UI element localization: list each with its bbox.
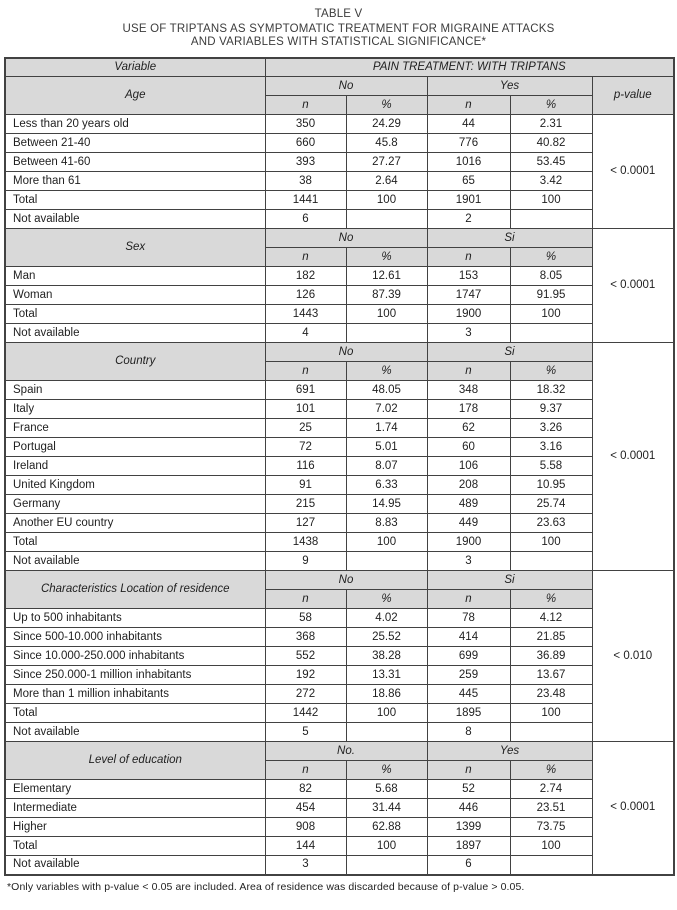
cell-value: 1443 bbox=[265, 305, 346, 324]
section-header-row bbox=[5, 571, 674, 590]
cell-value: 4.12 bbox=[510, 609, 592, 628]
p-value: < 0.010 bbox=[592, 571, 674, 742]
cell-value: 691 bbox=[265, 381, 346, 400]
row-label: Not available bbox=[5, 856, 265, 875]
cell-value: 58 bbox=[265, 609, 346, 628]
cell-value: 6 bbox=[265, 210, 346, 229]
cell-value: 10.95 bbox=[510, 476, 592, 495]
subcolumn-header: n bbox=[265, 248, 346, 267]
row-label: Higher bbox=[5, 818, 265, 837]
table-row bbox=[5, 780, 674, 799]
section-name: Characteristics Location of residence bbox=[5, 571, 265, 609]
subcolumn-header: % bbox=[510, 761, 592, 780]
cell-value: 348 bbox=[427, 381, 510, 400]
cell-value: 40.82 bbox=[510, 134, 592, 153]
table-row bbox=[5, 419, 674, 438]
cell-value: 414 bbox=[427, 628, 510, 647]
cell-value: 73.75 bbox=[510, 818, 592, 837]
cell-value: 350 bbox=[265, 115, 346, 134]
row-label: Not available bbox=[5, 324, 265, 343]
cell-value bbox=[510, 723, 592, 742]
section-header-row bbox=[5, 77, 674, 96]
table-row bbox=[5, 647, 674, 666]
table-row bbox=[5, 267, 674, 286]
subcolumn-header: % bbox=[510, 590, 592, 609]
cell-value: 2 bbox=[427, 210, 510, 229]
table-row bbox=[5, 799, 674, 818]
cell-value: 100 bbox=[510, 837, 592, 856]
cell-value: 36.89 bbox=[510, 647, 592, 666]
table-row bbox=[5, 818, 674, 837]
table-row bbox=[5, 837, 674, 856]
cell-value: 8 bbox=[427, 723, 510, 742]
cell-value: 1900 bbox=[427, 533, 510, 552]
table-body bbox=[5, 58, 674, 875]
cell-value: 106 bbox=[427, 457, 510, 476]
cell-value: 31.44 bbox=[346, 799, 427, 818]
row-label: Intermediate bbox=[5, 799, 265, 818]
cell-value: 368 bbox=[265, 628, 346, 647]
row-label: Since 10.000-250.000 inhabitants bbox=[5, 647, 265, 666]
cell-value: 776 bbox=[427, 134, 510, 153]
row-label: Man bbox=[5, 267, 265, 286]
row-label: France bbox=[5, 419, 265, 438]
table-title-block bbox=[4, 6, 673, 57]
cell-value: 27.27 bbox=[346, 153, 427, 172]
subcolumn-header: n bbox=[427, 590, 510, 609]
cell-value: 4 bbox=[265, 324, 346, 343]
cell-value: 393 bbox=[265, 153, 346, 172]
row-label: Up to 500 inhabitants bbox=[5, 609, 265, 628]
section-header-row bbox=[5, 229, 674, 248]
cell-value: 1747 bbox=[427, 286, 510, 305]
cell-value: 38 bbox=[265, 172, 346, 191]
cell-value: 1901 bbox=[427, 191, 510, 210]
table-row bbox=[5, 457, 674, 476]
table-row bbox=[5, 476, 674, 495]
table-row bbox=[5, 856, 674, 875]
cell-value: 44 bbox=[427, 115, 510, 134]
row-label: United Kingdom bbox=[5, 476, 265, 495]
table-row bbox=[5, 514, 674, 533]
table-row bbox=[5, 400, 674, 419]
cell-value: 100 bbox=[510, 305, 592, 324]
variable-column-header: Variable bbox=[5, 58, 265, 77]
treatment-header: PAIN TREATMENT: WITH TRIPTANS bbox=[265, 58, 674, 77]
cell-value: 6 bbox=[427, 856, 510, 875]
table-row bbox=[5, 704, 674, 723]
cell-value: 25.74 bbox=[510, 495, 592, 514]
yes-column-label: Si bbox=[427, 343, 592, 362]
row-label: Between 21-40 bbox=[5, 134, 265, 153]
cell-value: 660 bbox=[265, 134, 346, 153]
cell-value: 52 bbox=[427, 780, 510, 799]
table-row bbox=[5, 685, 674, 704]
table-number: TABLE V bbox=[314, 8, 363, 20]
cell-value bbox=[346, 856, 427, 875]
table-row bbox=[5, 172, 674, 191]
row-label: Italy bbox=[5, 400, 265, 419]
p-value: < 0.0001 bbox=[592, 115, 674, 229]
cell-value: 2.31 bbox=[510, 115, 592, 134]
table-row bbox=[5, 191, 674, 210]
row-label: Another EU country bbox=[5, 514, 265, 533]
cell-value: 9.37 bbox=[510, 400, 592, 419]
cell-value: 446 bbox=[427, 799, 510, 818]
cell-value: 72 bbox=[265, 438, 346, 457]
row-label: Portugal bbox=[5, 438, 265, 457]
table-caption-line1: USE OF TRIPTANS AS SYMPTOMATIC TREATMENT FOR MIGRAINE ATTACKS bbox=[122, 22, 555, 35]
subcolumn-header: n bbox=[265, 761, 346, 780]
p-value: < 0.0001 bbox=[592, 343, 674, 571]
cell-value: 3 bbox=[265, 856, 346, 875]
no-column-label: No bbox=[265, 343, 427, 362]
cell-value bbox=[346, 723, 427, 742]
cell-value: 4.02 bbox=[346, 609, 427, 628]
cell-value: 91 bbox=[265, 476, 346, 495]
row-label: More than 1 million inhabitants bbox=[5, 685, 265, 704]
yes-column-label: Yes bbox=[427, 77, 592, 96]
row-label: Between 41-60 bbox=[5, 153, 265, 172]
cell-value: 5 bbox=[265, 723, 346, 742]
row-label: Total bbox=[5, 837, 265, 856]
cell-value: 552 bbox=[265, 647, 346, 666]
table-caption-line2: AND VARIABLES WITH STATISTICAL SIGNIFICANCE* bbox=[190, 36, 487, 48]
cell-value: 208 bbox=[427, 476, 510, 495]
row-label: Spain bbox=[5, 381, 265, 400]
cell-value: 908 bbox=[265, 818, 346, 837]
cell-value: 100 bbox=[510, 191, 592, 210]
table-row bbox=[5, 628, 674, 647]
cell-value: 116 bbox=[265, 457, 346, 476]
row-label: Total bbox=[5, 191, 265, 210]
cell-value: 23.51 bbox=[510, 799, 592, 818]
cell-value: 126 bbox=[265, 286, 346, 305]
cell-value bbox=[510, 856, 592, 875]
table-row bbox=[5, 552, 674, 571]
cell-value: 3.16 bbox=[510, 438, 592, 457]
cell-value: 5.01 bbox=[346, 438, 427, 457]
cell-value: 272 bbox=[265, 685, 346, 704]
row-label: Less than 20 years old bbox=[5, 115, 265, 134]
no-column-label: No. bbox=[265, 742, 427, 761]
cell-value: 100 bbox=[346, 837, 427, 856]
cell-value: 25 bbox=[265, 419, 346, 438]
cell-value: 2.64 bbox=[346, 172, 427, 191]
row-label: Ireland bbox=[5, 457, 265, 476]
cell-value: 3.42 bbox=[510, 172, 592, 191]
yes-column-label: Si bbox=[427, 229, 592, 248]
cell-value: 9 bbox=[265, 552, 346, 571]
cell-value: 5.68 bbox=[346, 780, 427, 799]
cell-value: 87.39 bbox=[346, 286, 427, 305]
cell-value: 153 bbox=[427, 267, 510, 286]
table-row bbox=[5, 533, 674, 552]
cell-value: 25.52 bbox=[346, 628, 427, 647]
cell-value bbox=[346, 324, 427, 343]
table-row bbox=[5, 305, 674, 324]
no-column-label: No bbox=[265, 77, 427, 96]
section-name: Country bbox=[5, 343, 265, 381]
cell-value: 144 bbox=[265, 837, 346, 856]
cell-value: 23.63 bbox=[510, 514, 592, 533]
row-label: Not available bbox=[5, 723, 265, 742]
cell-value: 489 bbox=[427, 495, 510, 514]
cell-value: 100 bbox=[346, 533, 427, 552]
cell-value: 60 bbox=[427, 438, 510, 457]
row-label: Elementary bbox=[5, 780, 265, 799]
cell-value: 21.85 bbox=[510, 628, 592, 647]
table-row bbox=[5, 134, 674, 153]
cell-value: 53.45 bbox=[510, 153, 592, 172]
subcolumn-header: % bbox=[510, 362, 592, 381]
section-name: Sex bbox=[5, 229, 265, 267]
row-label: Not available bbox=[5, 210, 265, 229]
cell-value: 182 bbox=[265, 267, 346, 286]
cell-value: 449 bbox=[427, 514, 510, 533]
cell-value: 8.07 bbox=[346, 457, 427, 476]
cell-value bbox=[510, 324, 592, 343]
cell-value: 3 bbox=[427, 324, 510, 343]
row-label: Total bbox=[5, 533, 265, 552]
cell-value: 1897 bbox=[427, 837, 510, 856]
table-row bbox=[5, 286, 674, 305]
cell-value: 445 bbox=[427, 685, 510, 704]
table-header-row bbox=[5, 58, 674, 77]
row-label: Total bbox=[5, 305, 265, 324]
cell-value: 3.26 bbox=[510, 419, 592, 438]
subcolumn-header: % bbox=[346, 590, 427, 609]
row-label: Total bbox=[5, 704, 265, 723]
table-row bbox=[5, 495, 674, 514]
subcolumn-header: % bbox=[510, 96, 592, 115]
cell-value: 13.67 bbox=[510, 666, 592, 685]
cell-value: 13.31 bbox=[346, 666, 427, 685]
cell-value: 24.29 bbox=[346, 115, 427, 134]
cell-value: 82 bbox=[265, 780, 346, 799]
cell-value: 100 bbox=[346, 704, 427, 723]
cell-value: 12.61 bbox=[346, 267, 427, 286]
p-value: < 0.0001 bbox=[592, 229, 674, 343]
row-label: Since 250.000-1 million inhabitants bbox=[5, 666, 265, 685]
cell-value: 18.86 bbox=[346, 685, 427, 704]
subcolumn-header: % bbox=[346, 761, 427, 780]
pvalue-column-header: p-value bbox=[592, 77, 674, 115]
cell-value: 2.74 bbox=[510, 780, 592, 799]
subcolumn-header: n bbox=[427, 362, 510, 381]
cell-value: 1895 bbox=[427, 704, 510, 723]
subcolumn-header: n bbox=[265, 96, 346, 115]
cell-value: 699 bbox=[427, 647, 510, 666]
cell-value bbox=[510, 552, 592, 571]
cell-value: 1438 bbox=[265, 533, 346, 552]
cell-value: 3 bbox=[427, 552, 510, 571]
cell-value: 14.95 bbox=[346, 495, 427, 514]
cell-value: 6.33 bbox=[346, 476, 427, 495]
subcolumn-header: % bbox=[346, 248, 427, 267]
cell-value: 8.83 bbox=[346, 514, 427, 533]
cell-value: 100 bbox=[346, 191, 427, 210]
section-header-row bbox=[5, 343, 674, 362]
cell-value: 1900 bbox=[427, 305, 510, 324]
row-label: Not available bbox=[5, 552, 265, 571]
cell-value: 78 bbox=[427, 609, 510, 628]
cell-value: 62 bbox=[427, 419, 510, 438]
p-value: < 0.0001 bbox=[592, 742, 674, 875]
cell-value: 1.74 bbox=[346, 419, 427, 438]
cell-value: 38.28 bbox=[346, 647, 427, 666]
cell-value: 192 bbox=[265, 666, 346, 685]
subcolumn-header: n bbox=[427, 248, 510, 267]
table-row bbox=[5, 115, 674, 134]
footnote: *Only variables with p-value < 0.05 are included. Area of residence was discarded because of p-value > 0.05. bbox=[7, 880, 525, 893]
no-column-label: No bbox=[265, 571, 427, 590]
table-row bbox=[5, 609, 674, 628]
table-row bbox=[5, 666, 674, 685]
subcolumn-header: n bbox=[427, 761, 510, 780]
cell-value: 8.05 bbox=[510, 267, 592, 286]
cell-value: 101 bbox=[265, 400, 346, 419]
row-label: Germany bbox=[5, 495, 265, 514]
section-header-row bbox=[5, 742, 674, 761]
table-row bbox=[5, 153, 674, 172]
cell-value: 215 bbox=[265, 495, 346, 514]
row-label: More than 61 bbox=[5, 172, 265, 191]
subcolumn-header: % bbox=[510, 248, 592, 267]
cell-value: 127 bbox=[265, 514, 346, 533]
cell-value: 23.48 bbox=[510, 685, 592, 704]
subcolumn-header: n bbox=[265, 362, 346, 381]
cell-value: 5.58 bbox=[510, 457, 592, 476]
cell-value: 91.95 bbox=[510, 286, 592, 305]
cell-value: 65 bbox=[427, 172, 510, 191]
subcolumn-header: n bbox=[427, 96, 510, 115]
cell-value bbox=[346, 210, 427, 229]
cell-value: 1016 bbox=[427, 153, 510, 172]
section-name: Age bbox=[5, 77, 265, 115]
cell-value: 100 bbox=[346, 305, 427, 324]
cell-value: 1442 bbox=[265, 704, 346, 723]
cell-value: 178 bbox=[427, 400, 510, 419]
table-row bbox=[5, 438, 674, 457]
subcolumn-header: % bbox=[346, 362, 427, 381]
section-name: Level of education bbox=[5, 742, 265, 780]
yes-column-label: Yes bbox=[427, 742, 592, 761]
subcolumn-header: % bbox=[346, 96, 427, 115]
cell-value: 259 bbox=[427, 666, 510, 685]
cell-value: 100 bbox=[510, 704, 592, 723]
cell-value: 100 bbox=[510, 533, 592, 552]
cell-value: 1441 bbox=[265, 191, 346, 210]
cell-value: 454 bbox=[265, 799, 346, 818]
cell-value bbox=[510, 210, 592, 229]
cell-value: 45.8 bbox=[346, 134, 427, 153]
cell-value bbox=[346, 552, 427, 571]
cell-value: 18.32 bbox=[510, 381, 592, 400]
triptans-table bbox=[4, 57, 675, 876]
table-row bbox=[5, 210, 674, 229]
subcolumn-header: n bbox=[265, 590, 346, 609]
row-label: Woman bbox=[5, 286, 265, 305]
table-row bbox=[5, 381, 674, 400]
cell-value: 1399 bbox=[427, 818, 510, 837]
yes-column-label: Si bbox=[427, 571, 592, 590]
table-row bbox=[5, 324, 674, 343]
cell-value: 48.05 bbox=[346, 381, 427, 400]
table-row bbox=[5, 723, 674, 742]
cell-value: 7.02 bbox=[346, 400, 427, 419]
row-label: Since 500-10.000 inhabitants bbox=[5, 628, 265, 647]
cell-value: 62.88 bbox=[346, 818, 427, 837]
no-column-label: No bbox=[265, 229, 427, 248]
